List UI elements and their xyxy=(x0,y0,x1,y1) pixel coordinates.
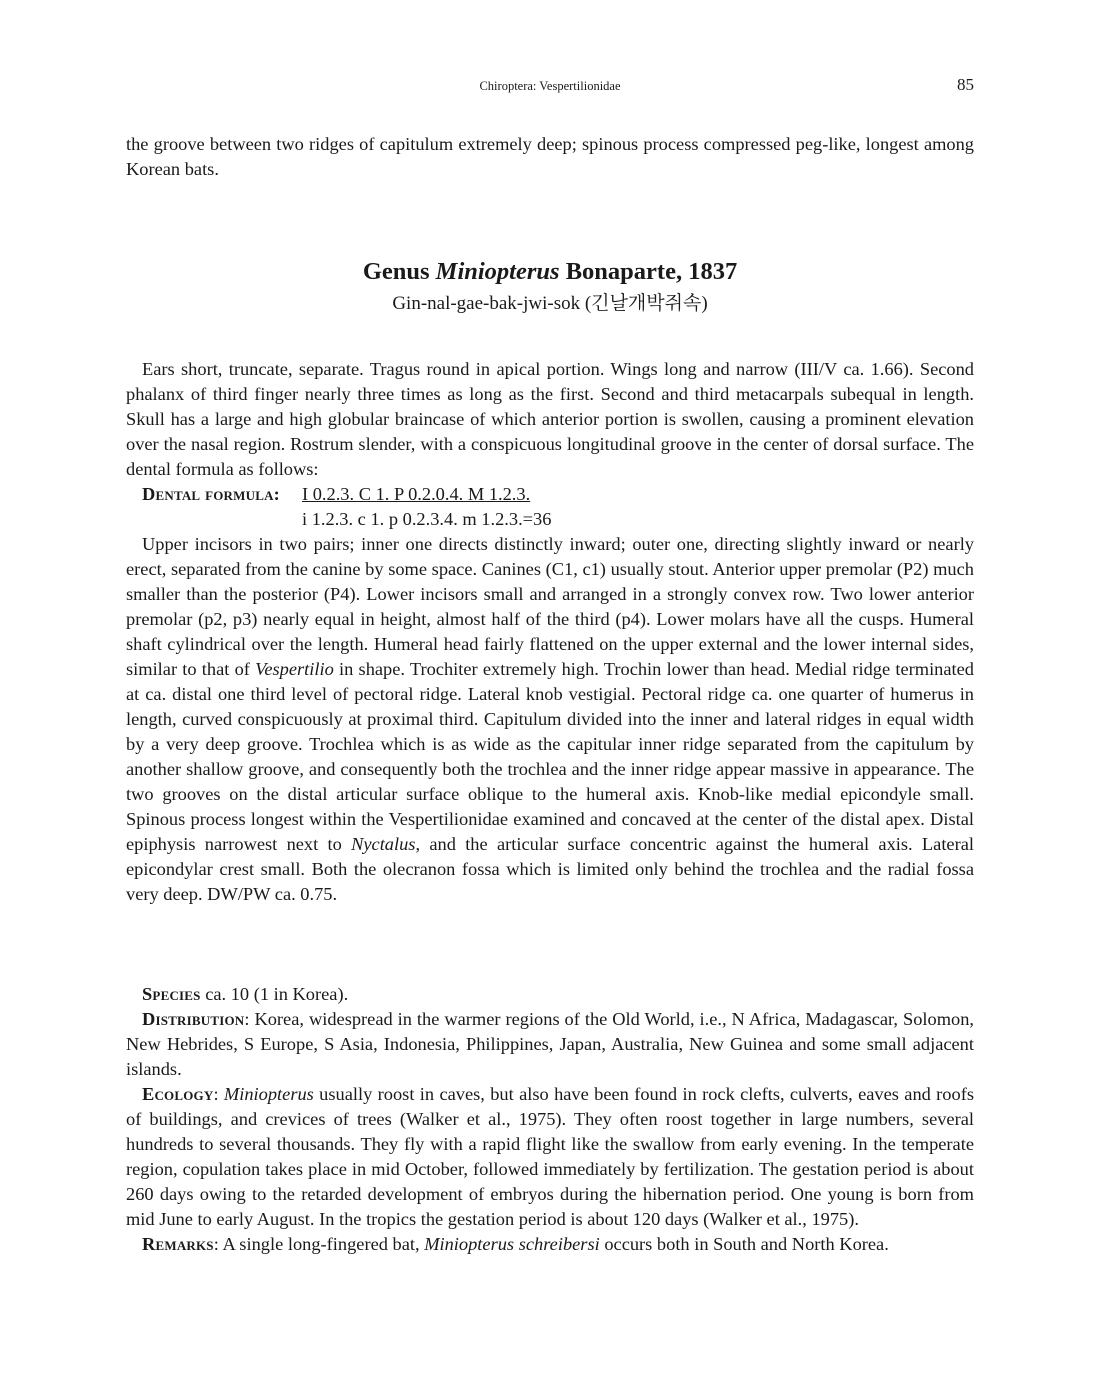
species-info-block xyxy=(126,982,974,1257)
genus-prefix: Genus xyxy=(362,258,436,285)
morphology-text-3: , and the articular surface concentric against the humeral axis. Lateral epicondylar crest small. Both the olecranon fossa which is limited only behind the trochlea and the radial fossa very deep. DW/PW ca. 0.75. xyxy=(126,834,974,904)
species-paragraph xyxy=(126,982,974,1007)
remarks-text-2: occurs both in South and North Korea. xyxy=(599,1234,889,1254)
distribution-text: : Korea, widespread in the warmer regions of the Old World, i.e., N Africa, Madagascar, Solomon, New Hebrides, S Europe, S Asia, Indonesia, Philippines, Japan, Australia, New Guinea and some small adjacent islands. xyxy=(126,1009,974,1079)
genus-vernacular: Gin-nal-gae-bak-jwi-sok (긴날개박쥐속) xyxy=(392,293,708,314)
remarks-text-1: : A single long-fingered bat, xyxy=(213,1234,425,1254)
running-head xyxy=(126,77,974,95)
dental-formula xyxy=(126,482,974,532)
distribution-paragraph xyxy=(126,1007,974,1082)
ecology-label: Ecology xyxy=(142,1084,214,1104)
dental-formula-label: Dental formula: xyxy=(142,484,280,504)
dental-formula-lower: i 1.2.3. c 1. p 0.2.3.4. m 1.2.3.=36 xyxy=(302,509,552,529)
morphology-genus-vespertilio: Vespertilio xyxy=(255,659,334,679)
description-paragraph: Ears short, truncate, separate. Tragus round in apical portion. Wings long and narrow (III/V ca. 1.66). Second phalanx of third finger nearly three times as long as the first. Second and third metacarpals subequal in length. Skull has a large and high globular braincase of which anterior portion is swollen, causing a prominent elevation over the nasal region. Rostrum slender, with a conspicuous longitudinal groove in the center of dorsal surface. The dental formula as follows: xyxy=(126,359,974,479)
genus-title xyxy=(126,256,974,288)
genus-authority: Bonaparte, 1837 xyxy=(559,258,738,285)
ecology-paragraph xyxy=(126,1082,974,1232)
genus-description-block xyxy=(126,357,974,907)
page-number: 85 xyxy=(957,75,974,94)
morphology-paragraph xyxy=(126,532,974,907)
intro-paragraph: the groove between two ridges of capitulum extremely deep; spinous process compressed peg-like, longest among Korean bats. xyxy=(126,134,974,179)
morphology-genus-nyctalus: Nyctalus xyxy=(351,834,416,854)
genus-name: Miniopterus xyxy=(435,258,560,285)
ecology-genus: Miniopterus xyxy=(223,1084,314,1104)
species-text: ca. 10 (1 in Korea). xyxy=(200,984,349,1004)
running-title: Chiroptera: Vespertilionidae xyxy=(479,79,621,93)
genus-heading xyxy=(126,256,974,318)
species-label: Species xyxy=(142,984,201,1004)
ecology-colon: : xyxy=(213,1084,224,1104)
morphology-text-2: in shape. Trochiter extremely high. Trochin lower than head. Medial ridge terminated at ca. distal one third level of pectoral ridge. Lateral knob vestigial. Pectoral ridge ca. one quarter of humerus in length, curved conspicuously at proximal third. Capitulum divided into the inner and lateral ridges in equal width by a very deep groove. Trochlea which is as wide as the capitular inner ridge separated from the capitulum by another shallow groove, and consequently both the trochlea and the inner ridge appear massive in appearance. The two grooves on the distal articular surface oblique to the humeral axis. Knob-like medial epicondyle small. Spinous process longest within the Vespertilionidae examined and concaved at the center of the distal apex. Distal epiphysis narrowest next to xyxy=(126,659,975,854)
distribution-label: Distribution xyxy=(142,1009,245,1029)
remarks-paragraph xyxy=(126,1232,974,1257)
remarks-species: Miniopterus schreibersi xyxy=(424,1234,600,1254)
dental-formula-upper: I 0.2.3. C 1. P 0.2.0.4. M 1.2.3. xyxy=(302,484,531,504)
ecology-text: usually roost in caves, but also have been found in rock clefts, culverts, eaves and roofs of buildings, and crevices of trees (Walker et al., 1975). They often roost together in large numbers, several hundreds to several thousands. They fly with a rapid flight like the swallow from early evening. In the temperate region, copulation takes place in mid October, followed immediately by fertilization. The gestation period is about 260 days owing to the retarded development of embryos during the hibernation period. One young is born from mid June to early August. In the tropics the gestation period is about 120 days (Walker et al., 1975). xyxy=(126,1084,974,1229)
morphology-text-1: Upper incisors in two pairs; inner one directs distinctly inward; outer one, directing slightly inward or nearly erect, separated from the canine by some space. Canines (C1, c1) usually stout. Anterior upper premolar (P2) much smaller than the posterior (P4). Lower incisors small and arranged in a strongly convex row. Two lower anterior premolar (p2, p3) nearly equal in height, almost half of the third (p4). Lower molars have all the cusps. Humeral shaft cylindrical over the length. Humeral head fairly flattened on the upper external and the lower internal sides, similar to that of xyxy=(126,534,974,679)
remarks-label: Remarks xyxy=(142,1234,214,1254)
